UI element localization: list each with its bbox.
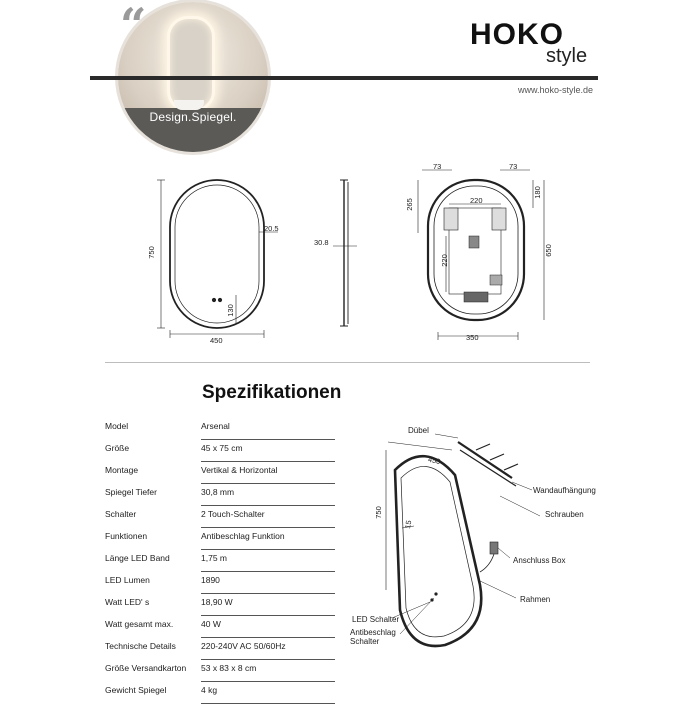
front-mirror-inner [175,185,259,323]
spec-value: Vertikal & Horizontal [201,465,278,475]
back-total-height-label: 650 [543,244,553,257]
spec-title: Spezifikationen [202,382,342,403]
photo-caption: Design.Spiegel. [149,110,237,124]
spec-row [105,550,335,572]
front-inset-label: 20.5 [264,224,279,233]
spec-label: Länge LED Band [105,553,170,563]
spec-value: Antibeschlag Funktion [201,531,285,541]
spec-label: Watt gesamt max. [105,619,174,629]
antibeschlag-label-line1: Antibeschlag [350,628,396,637]
spec-value: 4 kg [201,685,218,695]
rahmen-label: Rahmen [520,595,551,604]
spec-value: 40 W [201,619,221,629]
spec-row [105,660,335,682]
back-right-top-label: 73 [509,162,518,171]
spec-label: LED Lumen [105,575,150,585]
website-url: www.hoko-style.de [518,85,594,95]
spec-row [105,594,335,616]
spec-row [105,506,335,528]
spec-label: Model [105,421,129,431]
spec-label: Gewicht Spiegel [105,685,167,695]
spec-row [105,462,335,484]
spec-row [105,528,335,550]
back-inner-height-label: 220 [439,254,449,267]
exploded-mirror-outline [395,456,481,646]
dubel-label: Dübel [408,426,429,435]
front-width-label: 450 [210,336,223,345]
spec-label: Funktionen [105,531,148,541]
exploded-view-drawing [340,420,640,700]
back-inner-width-label: 220 [470,196,483,205]
exploded-inset-label: 15 [403,519,414,530]
spec-value: 45 x 75 cm [201,443,243,453]
spec-value: 1,75 m [201,553,227,563]
spec-label: Schalter [105,509,137,519]
spec-row [105,638,335,660]
spec-value: 18,90 W [201,597,233,607]
side-depth-label: 30.8 [314,238,329,247]
front-switch-label: 130 [225,304,235,317]
spec-label: Größe [105,443,130,453]
exploded-height-label: 750 [373,506,383,519]
spec-row [105,572,335,594]
back-left-top-label: 73 [433,162,442,171]
antibeschlag-label-line2: Schalter [350,637,380,646]
anschluss-box-label: Anschluss Box [513,556,566,565]
schrauben-label: Schrauben [545,510,584,519]
spec-row [105,440,335,462]
spec-label: Montage [105,465,139,475]
back-right-offset-label: 180 [532,186,542,199]
front-height-label: 750 [146,246,156,259]
brand-logo-sub: style [546,45,588,67]
led-schalter-label: LED Schalter [352,615,400,624]
exploded-width-label: 450 [427,454,442,467]
spec-value: 220-240V AC 50/60Hz [201,641,286,651]
spec-row [105,616,335,638]
spec-value: 1890 [201,575,220,585]
spec-value: 30,8 mm [201,487,235,497]
back-left-offset-label: 265 [404,198,414,211]
spec-value: Arsenal [201,421,230,431]
spec-label: Größe Versandkarton [105,663,187,673]
back-bottom-width-label: 350 [466,333,479,342]
quote-icon: “ [120,0,147,52]
spec-label: Technische Details [105,641,176,651]
front-mirror-outline [170,180,264,328]
spec-value: 53 x 83 x 8 cm [201,663,257,673]
spec-value: 2 Touch-Schalter [201,509,265,519]
spec-row [105,418,335,440]
spec-row [105,484,335,506]
section-divider [105,362,590,363]
spec-label: Watt LED' s [105,597,150,607]
wandaufhaengung-label: Wandaufhängung [533,486,596,495]
spec-row [105,682,335,704]
brand-logo: HOKO [470,18,564,51]
spec-label: Spiegel Tiefer [105,487,157,497]
